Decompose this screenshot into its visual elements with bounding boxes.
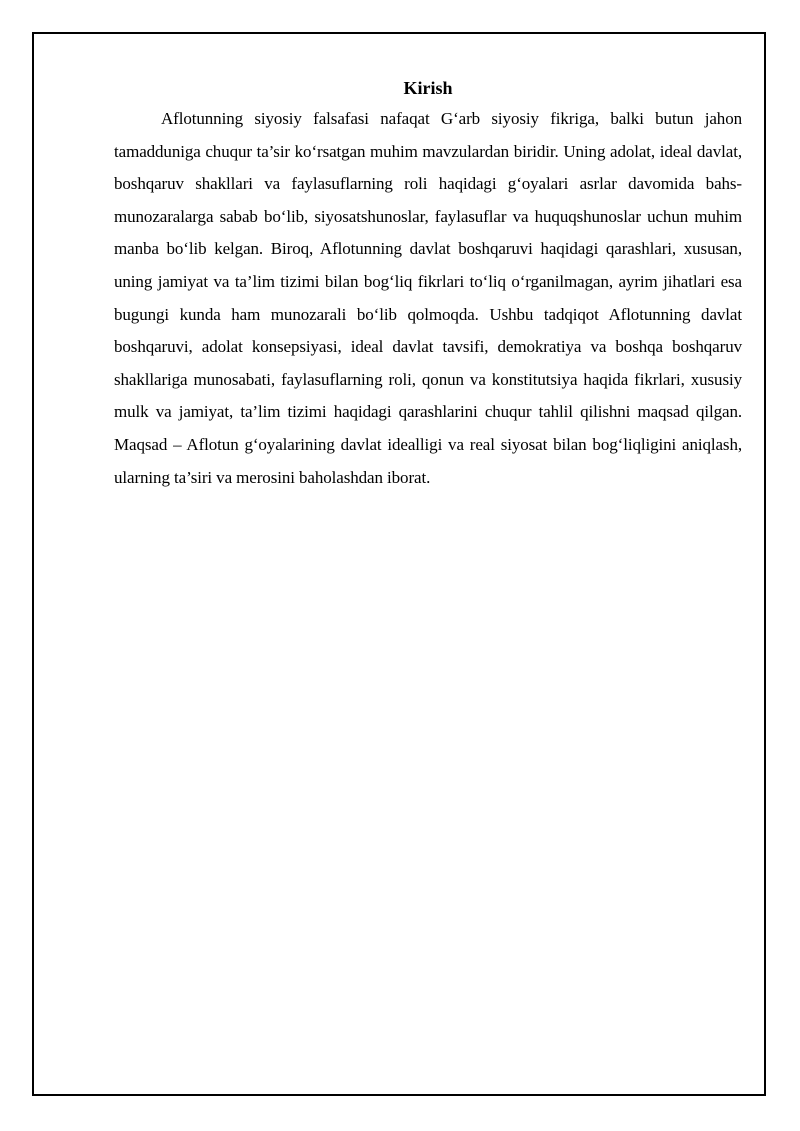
- intro-paragraph: Aflotunning siyosiy falsafasi nafaqat G‘arb siyosiy fikriga, balki butun jahon tamadduniga chuqur ta’sir ko‘rsatgan muhim mavzulardan biridir. Uning adolat, ideal davlat, boshqaruv shakllari va faylasuflarning roli haqidagi g‘oyalari asrlar davomida bahs-munozaralarga sabab bo‘lib, siyosatshunoslar, faylasuflar va huquqshunoslar uchun muhim manba bo‘lib kelgan. Biroq, Aflotunning davlat boshqaruvi haqidagi qarashlari, xususan, uning jamiyat va ta’lim tizimi bilan bog‘liq fikrlari to‘liq o‘rganilmagan, ayrim jihatlari esa bugungi kunda ham munozarali bo‘lib qolmoqda. Ushbu tadqiqot Aflotunning davlat boshqaruvi, adolat konsepsiyasi, ideal davlat tavsifi, demokratiya va boshqa boshqaruv shakllariga munosabati, faylasuflarning roli, qonun va konstitutsiya haqida fikrlari, xususiy mulk va jamiyat, ta’lim tizimi haqidagi qarashlarini chuqur tahlil qilishni maqsad qilgan. Maqsad – Aflotun g‘oyalarining davlat idealligi va real siyosat bilan bog‘liqligini aniqlash, ularning ta’siri va merosini baholashdan iborat.: [114, 109, 742, 487]
- document-body: [114, 76, 742, 494]
- section-title: Kirish: [403, 78, 453, 98]
